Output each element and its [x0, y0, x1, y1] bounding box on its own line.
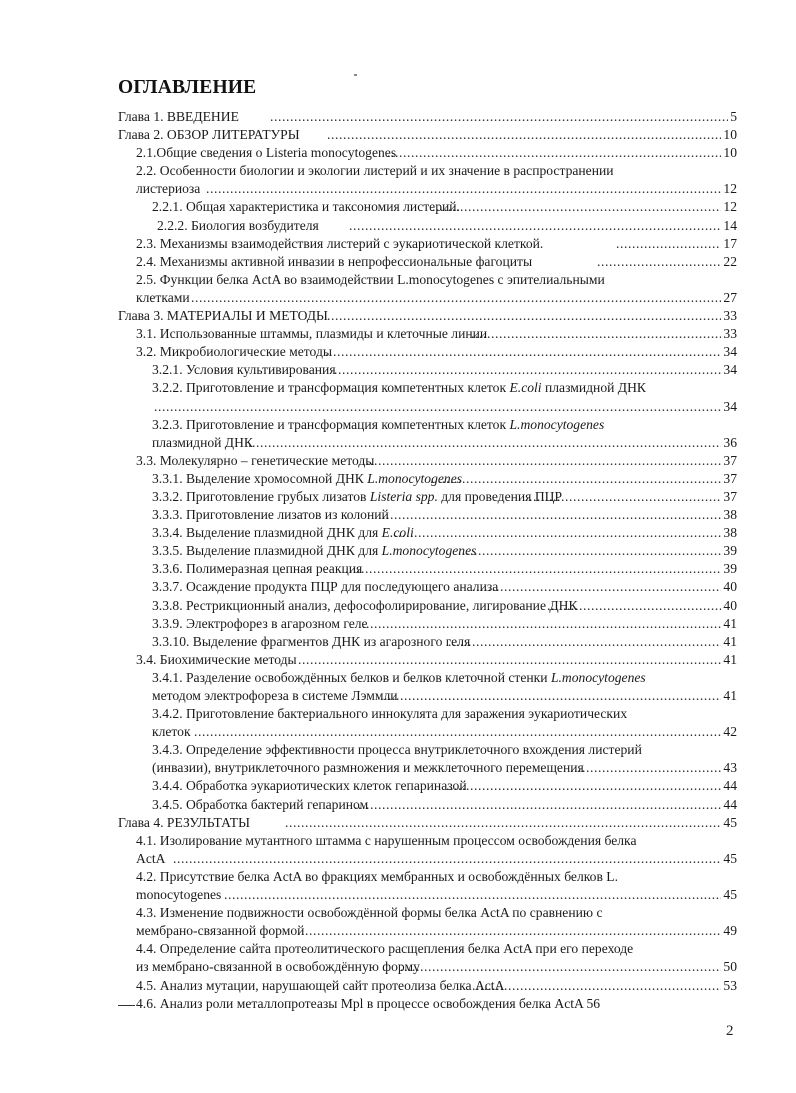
dot-leader: [327, 307, 721, 325]
toc-entry: [0, 416, 796, 434]
toc-entry-title: 2.5. Функции белка ActA во взаимодействии L.monocytogenes с эпителиальными: [136, 271, 605, 287]
toc-entry: [0, 162, 796, 180]
toc-page-number: 34: [723, 398, 737, 414]
dot-leader: [191, 289, 721, 307]
toc-entry: [0, 723, 796, 741]
toc-entry: [0, 958, 796, 976]
toc-entry: [0, 868, 796, 886]
toc-entry-title: 3.3.1. Выделение хромосомной ДНК L.monocytogenes: [152, 470, 463, 486]
toc-page-number: 38: [723, 525, 737, 541]
toc-entry: [0, 325, 796, 343]
toc-entry-title: из мембрано-связанной в освобождённую форму: [136, 959, 420, 975]
toc-entry: [0, 850, 796, 868]
toc-page-number: 10: [723, 145, 737, 161]
dot-leader: [173, 850, 721, 868]
toc-entry-title: 3.2.1. Условия культивирования: [152, 362, 336, 378]
dot-leader: [472, 578, 721, 596]
toc-entry-title: 4.6. Анализ роли металлопротеазы Mpl в процессе освобождения белка ActA 56: [136, 995, 601, 1011]
toc-entry: [0, 651, 796, 669]
toc-entry-title: 4.1. Изолирование мутантного штамма с нарушенным процессом освобождения белка: [136, 832, 637, 848]
toc-page-number: 37: [723, 488, 737, 504]
table-of-contents: [0, 108, 796, 1013]
toc-entry-title: monocytogenes: [136, 887, 222, 903]
toc-entry: [0, 777, 796, 795]
toc-entry-title: 3.3.10. Выделение фрагментов ДНК из агарозного геля: [152, 633, 471, 649]
toc-entry-title: 2.2.1. Общая характеристика и таксономия листерий.: [152, 199, 460, 215]
toc-entry-title: 2.4. Механизмы активной инвазии в непрофессиональные фагоциты: [136, 253, 533, 269]
toc-entry-title: 3.3.4. Выделение плазмидной ДНК для E.coli: [152, 525, 414, 541]
toc-page-number: 5: [730, 109, 737, 124]
toc-entry: [0, 796, 796, 814]
toc-entry: [0, 977, 796, 995]
toc-entry-title: 3.3.2. Приготовление грубых лизатов Listeria spp. для проведения ПЦР: [152, 488, 563, 504]
dot-leader: [387, 144, 721, 162]
toc-entry: [0, 452, 796, 470]
toc-page-number: 44: [723, 796, 737, 812]
dot-leader: [154, 398, 721, 416]
toc-entry: [0, 470, 796, 488]
toc-page-number: 41: [723, 633, 737, 649]
toc-page-number: 44: [723, 778, 737, 794]
toc-page-number: 12: [723, 199, 737, 215]
dot-leader: [298, 651, 721, 669]
dot-leader: [547, 597, 721, 615]
toc-entry-title: клетками: [136, 289, 190, 305]
toc-entry-title: 3.4.1. Разделение освобождённых белков и белков клеточной стенки L.monocytogenes: [152, 669, 646, 685]
dot-leader: [349, 217, 721, 235]
dot-leader: [362, 615, 721, 633]
scan-underline-mark: [118, 1005, 135, 1006]
dot-leader: [400, 958, 721, 976]
toc-entry-title: 3.4.4. Обработка эукариотических клеток гепариназой: [152, 778, 467, 794]
toc-entry: [0, 307, 796, 325]
toc-entry-title: 3.3.6. Полимеразная цепная реакция: [152, 561, 363, 577]
toc-entry: [0, 597, 796, 615]
toc-entry: [0, 144, 796, 162]
dot-leader: [616, 235, 721, 253]
toc-page-number: 45: [723, 814, 737, 830]
toc-entry: [0, 289, 796, 307]
dot-leader: [334, 361, 721, 379]
toc-entry-title: листериоза: [136, 181, 201, 197]
toc-entry-title: 3.3.8. Рестрикционный анализ, дефософолирирование, лигирование ДНК: [152, 597, 578, 613]
toc-entry-title: 3.3.5. Выделение плазмидной ДНК для L.monocytogenes: [152, 543, 477, 559]
toc-entry-title: 3.4.3. Определение эффективности процесса внутриклеточного вхождения листерий: [152, 742, 642, 758]
dot-leader: [430, 470, 721, 488]
page-title: ОГЛАВЛЕНИЕ: [118, 77, 257, 98]
toc-entry-title: 3.2.3. Приготовление и трансформация компетентных клеток L.monocytogenes: [152, 416, 605, 432]
dot-leader: [224, 886, 721, 904]
toc-entry-title: клеток: [152, 724, 191, 740]
toc-page-number: 14: [723, 217, 737, 233]
toc-entry-title: Глава 4. РЕЗУЛЬТАТЫ: [118, 814, 250, 830]
dot-leader: [570, 759, 721, 777]
toc-page-number: 10: [723, 127, 737, 143]
toc-page-number: 37: [723, 470, 737, 486]
toc-entry-title: Глава 2. ОБЗОР ЛИТЕРАТУРЫ: [118, 127, 300, 143]
toc-entry: [0, 108, 796, 126]
toc-page-number: 40: [723, 597, 737, 613]
dot-leader: [472, 977, 721, 995]
toc-page-number: 34: [723, 344, 737, 360]
toc-page-number: 37: [723, 452, 737, 468]
toc-entry-title: 3.4.5. Обработка бактерий гепарином: [152, 796, 369, 812]
toc-entry-title: методом электрофореза в системе Лэммли: [152, 688, 398, 703]
toc-entry-title: 2.1.Общие сведения о Listeria monocytogenes: [136, 145, 397, 161]
toc-entry: [0, 578, 796, 596]
toc-entry-title: 3.3.9. Электрофорез в агарозном геле: [152, 615, 368, 631]
toc-entry: [0, 814, 796, 832]
dot-leader: [248, 434, 721, 452]
toc-entry: [0, 524, 796, 542]
toc-entry: [0, 198, 796, 216]
toc-entry-title: 3.4. Биохимические методы: [136, 651, 297, 667]
toc-entry: [0, 669, 796, 687]
toc-page-number: 40: [723, 579, 737, 595]
toc-page-number: 27: [723, 289, 737, 305]
toc-page-number: 34: [723, 362, 737, 378]
toc-entry: [0, 434, 796, 452]
toc-entry-title: 4.4. Определение сайта протеолитического расщепления белка ActA при его переходе: [136, 941, 634, 957]
toc-entry: [0, 343, 796, 361]
toc-entry-title: 4.5. Анализ мутации, нарушающей сайт протеолиза белка ActA: [136, 977, 505, 993]
toc-entry-title: 3.3. Молекулярно – генетические методы: [136, 452, 375, 468]
toc-entry-title: 2.3. Механизмы взаимодействия листерий с эукариотической клеткой.: [136, 235, 544, 251]
toc-entry-title: плазмидной ДНК: [152, 434, 253, 450]
toc-entry: [0, 361, 796, 379]
toc-entry: [0, 217, 796, 235]
dot-leader: [458, 542, 721, 560]
toc-entry-title: (инвазии), внутриклеточного размножения и межклеточного перемещения: [152, 760, 584, 776]
toc-page-number: 49: [723, 923, 737, 939]
toc-page-number: 39: [723, 561, 737, 577]
dot-leader: [597, 253, 721, 271]
toc-page-number: 12: [723, 181, 737, 197]
toc-entry: [0, 832, 796, 850]
dot-leader: [362, 452, 721, 470]
toc-entry: [0, 271, 796, 289]
toc-entry: [0, 705, 796, 723]
dot-leader: [270, 108, 728, 126]
toc-entry: [0, 560, 796, 578]
toc-page-number: 33: [723, 326, 737, 342]
toc-entry-title: мембрано-связанной формой: [136, 923, 305, 939]
dot-leader: [285, 814, 721, 832]
dot-leader: [206, 180, 721, 198]
toc-entry: [0, 886, 796, 904]
toc-entry-title: Глава 3. МАТЕРИАЛЫ И МЕТОДЫ: [118, 308, 328, 324]
toc-page-number: 45: [723, 850, 737, 866]
toc-entry-title: 3.3.7. Осаждение продукта ПЦР для последующего анализа: [152, 579, 499, 595]
toc-entry: [0, 741, 796, 759]
toc-entry-title: 2.2. Особенности биологии и экологии листерий и их значение в распространении: [136, 163, 614, 179]
toc-entry: [0, 615, 796, 633]
toc-entry-title: 3.1. Использованные штаммы, плазмиды и клеточные линии: [136, 326, 488, 342]
toc-page-number: 39: [723, 543, 737, 559]
toc-entry: [0, 759, 796, 777]
dot-leader: [446, 777, 721, 795]
toc-entry-title: Глава 1. ВВЕДЕНИЕ: [118, 109, 239, 124]
toc-page-number: 41: [723, 651, 737, 667]
toc-page-number: 33: [723, 308, 737, 324]
dot-leader: [394, 524, 721, 542]
toc-page-number: 38: [723, 507, 737, 523]
toc-entry: [0, 687, 796, 705]
toc-entry: [0, 922, 796, 940]
dot-leader: [325, 343, 721, 361]
toc-page-number: 53: [723, 977, 737, 993]
toc-entry-title: ActA: [136, 850, 166, 866]
toc-page-number: 17: [723, 235, 737, 251]
dot-leader: [471, 325, 721, 343]
toc-entry: [0, 904, 796, 922]
dot-leader: [354, 796, 721, 814]
dot-leader: [345, 560, 721, 578]
dot-leader: [327, 126, 721, 144]
dot-leader: [297, 922, 721, 940]
toc-entry: [0, 506, 796, 524]
toc-entry-title: 3.4.2. Приготовление бактериального иннокулята для заражения эукариотических: [152, 706, 628, 722]
toc-entry-title: 3.2.2. Приготовление и трансформация компетентных клеток E.coli плазмидной ДНК: [152, 380, 646, 396]
toc-entry: [0, 398, 796, 416]
toc-entry-title: 3.3.3. Приготовление лизатов из колоний: [152, 507, 389, 523]
toc-entry: [0, 235, 796, 253]
toc-entry: [0, 633, 796, 651]
toc-entry: [0, 379, 796, 397]
toc-entry-title: 4.3. Изменение подвижности освобождённой формы белка ActA по сравнению с: [136, 905, 603, 921]
toc-page-number: 43: [723, 760, 737, 776]
toc-entry: [0, 488, 796, 506]
toc-entry: [0, 542, 796, 560]
toc-page-number: 45: [723, 887, 737, 903]
dot-leader: [378, 506, 721, 524]
toc-page-number: 50: [723, 959, 737, 975]
page-number: 2: [726, 1023, 734, 1039]
dot-leader: [432, 198, 721, 216]
toc-page-number: 41: [723, 688, 737, 703]
toc-entry-title: 3.2. Микробиологические методы: [136, 344, 332, 360]
scan-speck: [354, 74, 357, 76]
dot-leader: [380, 687, 721, 705]
dot-leader: [525, 488, 721, 506]
toc-entry: [0, 126, 796, 144]
toc-entry: [0, 940, 796, 958]
toc-page-number: 42: [723, 724, 737, 740]
toc-page-number: 41: [723, 615, 737, 631]
toc-page-number: 22: [723, 253, 737, 269]
toc-entry: [0, 995, 796, 1013]
toc-entry-title: 4.2. Присутствие белка ActA во фракциях мембранных и освобождённых белков L.: [136, 868, 618, 884]
toc-entry: [0, 180, 796, 198]
toc-entry: [0, 253, 796, 271]
dot-leader: [194, 723, 721, 741]
toc-entry-title: 2.2.2. Биология возбудителя: [157, 217, 319, 233]
toc-page-number: 36: [723, 434, 737, 450]
dot-leader: [448, 633, 721, 651]
